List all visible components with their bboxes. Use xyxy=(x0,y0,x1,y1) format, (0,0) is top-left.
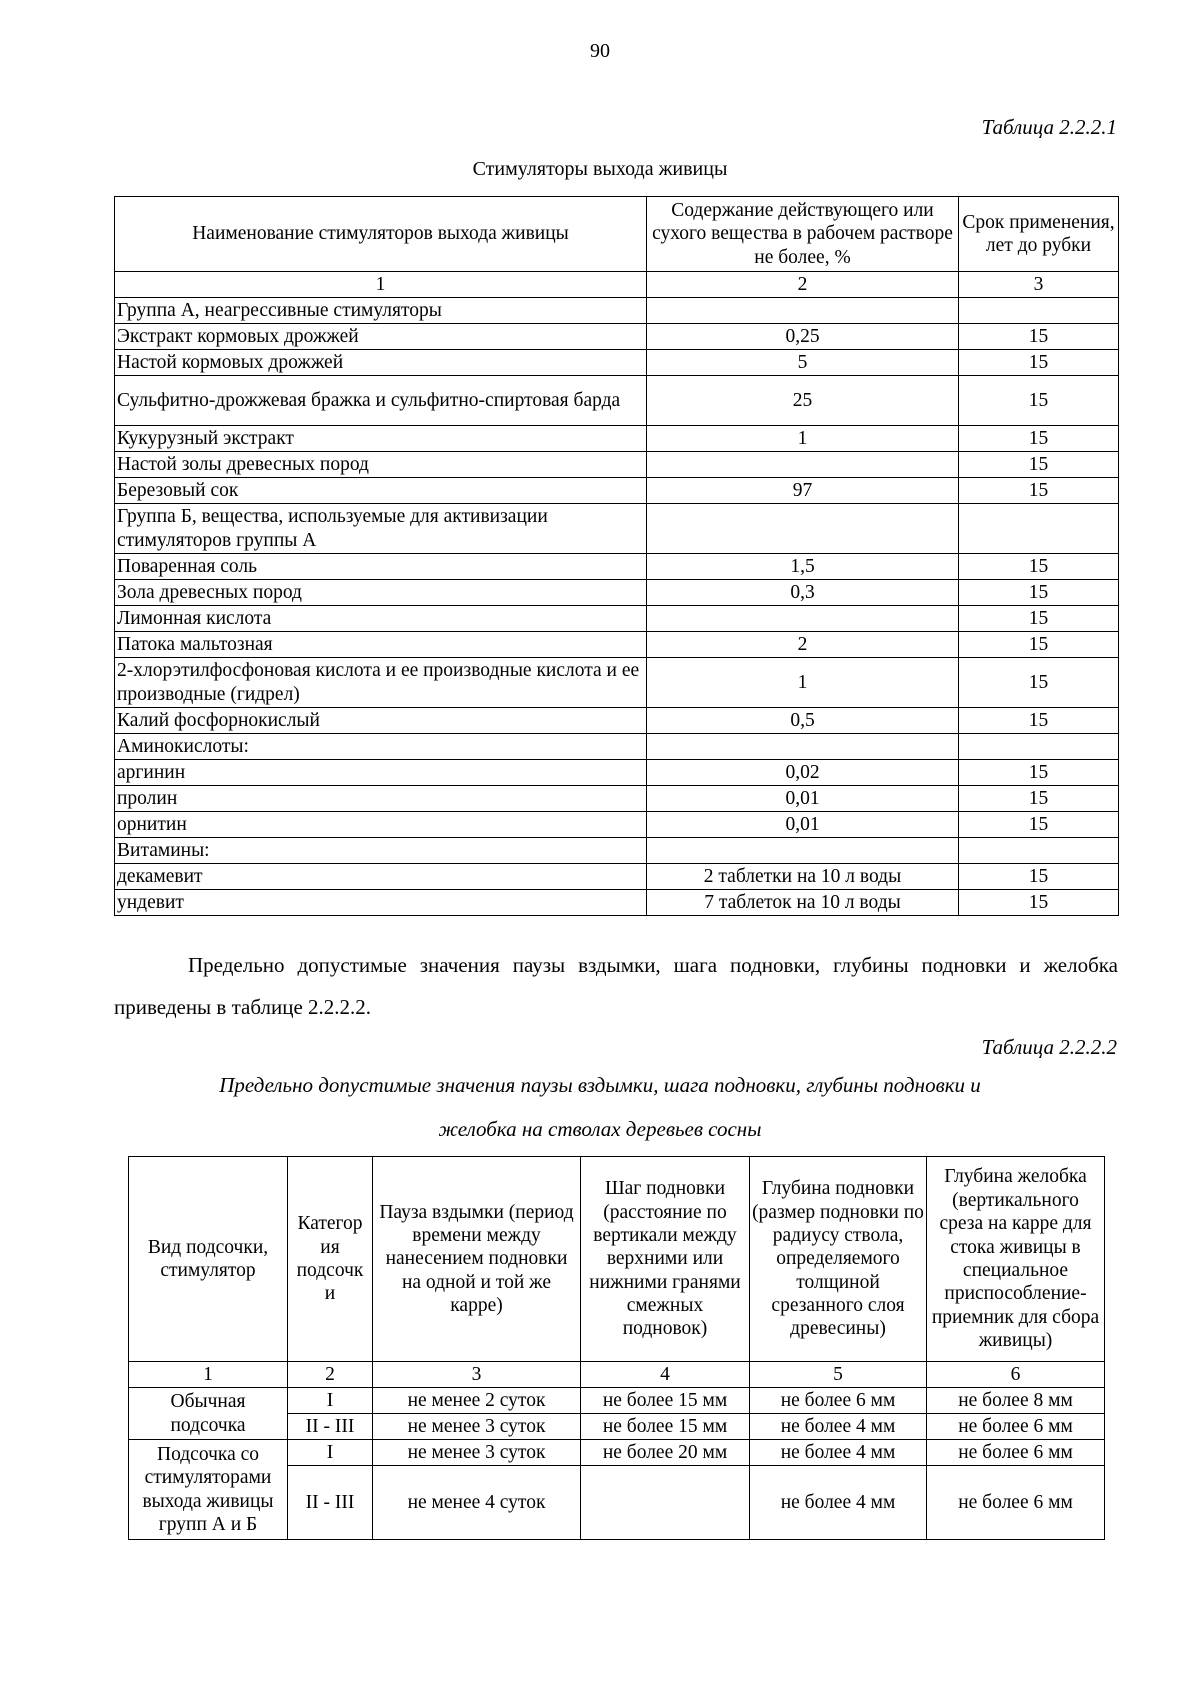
stimulator-name: Лимонная кислота xyxy=(115,606,647,632)
body-paragraph xyxy=(114,944,1118,1028)
table-row xyxy=(115,632,1119,658)
header-cell: Содержание действующего или сухого вещества в рабочем растворе не более, % xyxy=(647,197,959,272)
table-row xyxy=(115,554,1119,580)
term-value xyxy=(959,838,1119,864)
table-row xyxy=(115,658,1119,708)
stimulator-name: Аминокислоты: xyxy=(115,734,647,760)
stimulator-name: пролин xyxy=(115,786,647,812)
table-row xyxy=(115,734,1119,760)
table-row xyxy=(115,760,1119,786)
content-value: 0,5 xyxy=(647,708,959,734)
header-cell: Наименование стимуляторов выхода живицы xyxy=(115,197,647,272)
term-value: 15 xyxy=(959,658,1119,708)
content-value: 0,02 xyxy=(647,760,959,786)
column-number: 3 xyxy=(373,1362,581,1388)
column-number: 6 xyxy=(927,1362,1105,1388)
term-value: 15 xyxy=(959,478,1119,504)
content-value xyxy=(647,734,959,760)
step-cell: не более 20 мм xyxy=(581,1440,750,1466)
step-cell xyxy=(581,1466,750,1540)
stimulator-name: Настой золы древесных пород xyxy=(115,452,647,478)
column-number: 2 xyxy=(647,272,959,298)
category-cell: I xyxy=(288,1440,373,1466)
content-value: 0,25 xyxy=(647,324,959,350)
content-value: 1,5 xyxy=(647,554,959,580)
table-row xyxy=(115,890,1119,916)
table-row xyxy=(115,708,1119,734)
stimulator-name: декамевит xyxy=(115,864,647,890)
category-cell: I xyxy=(288,1388,373,1414)
content-value: 0,3 xyxy=(647,580,959,606)
stimulator-name: Витамины: xyxy=(115,838,647,864)
stimulators-table xyxy=(114,196,1119,916)
term-value: 15 xyxy=(959,864,1119,890)
table-row xyxy=(115,838,1119,864)
paragraph-text: Предельно допустимые значения паузы вздымки, шага подновки, глубины подновки и желобка приведены в таблице 2.2.2.2. xyxy=(114,953,1118,1019)
term-value xyxy=(959,298,1119,324)
table-row xyxy=(129,1388,1105,1414)
pause-cell: не менее 3 суток xyxy=(373,1414,581,1440)
table-row xyxy=(115,812,1119,838)
table-row xyxy=(115,452,1119,478)
table-2-number: Таблица 2.2.2.2 xyxy=(981,1035,1117,1059)
term-value: 15 xyxy=(959,812,1119,838)
stimulator-name: Поваренная соль xyxy=(115,554,647,580)
column-number: 3 xyxy=(959,272,1119,298)
table-2-caption-line-1: Предельно допустимые значения паузы вздымки, шага подновки, глубины подновки и xyxy=(219,1073,981,1097)
page-number: 90 xyxy=(590,40,610,62)
header-cell: Вид подсочки, стимулятор xyxy=(129,1157,288,1362)
term-value: 15 xyxy=(959,708,1119,734)
table-row xyxy=(115,580,1119,606)
table-2-caption-line-2: желобка на стволах деревьев сосны xyxy=(438,1117,762,1141)
table-row xyxy=(115,298,1119,324)
groove-cell: не более 6 мм xyxy=(927,1414,1105,1440)
term-value: 15 xyxy=(959,606,1119,632)
table-row xyxy=(115,376,1119,426)
depth-cell: не более 6 мм xyxy=(750,1388,927,1414)
column-number: 2 xyxy=(288,1362,373,1388)
groove-cell: не более 8 мм xyxy=(927,1388,1105,1414)
table-1-caption: Стимуляторы выхода живицы xyxy=(472,158,728,180)
stimulator-name: Кукурузный экстракт xyxy=(115,426,647,452)
term-value: 15 xyxy=(959,324,1119,350)
table-row xyxy=(115,324,1119,350)
term-value: 15 xyxy=(959,554,1119,580)
header-cell: Глубина желобка (вертикального среза на карре для стока живицы в специальное приспособление-приемник для сбора живицы) xyxy=(927,1157,1105,1362)
content-value: 0,01 xyxy=(647,786,959,812)
stimulator-name: Калий фосфорнокислый xyxy=(115,708,647,734)
content-value: 7 таблеток на 10 л воды xyxy=(647,890,959,916)
content-value: 5 xyxy=(647,350,959,376)
column-number: 1 xyxy=(115,272,647,298)
step-cell: не более 15 мм xyxy=(581,1414,750,1440)
table-row xyxy=(115,786,1119,812)
stimulator-name: Патока мальтозная xyxy=(115,632,647,658)
table-1-number: Таблица 2.2.2.1 xyxy=(981,115,1117,139)
table-row xyxy=(115,504,1119,554)
term-value xyxy=(959,734,1119,760)
stimulator-name: Березовый сок xyxy=(115,478,647,504)
table-row xyxy=(115,478,1119,504)
table-header-row xyxy=(129,1157,1105,1362)
content-value xyxy=(647,452,959,478)
table-row xyxy=(115,864,1119,890)
term-value: 15 xyxy=(959,350,1119,376)
header-cell: Категор ия подсочк и xyxy=(288,1157,373,1362)
column-number: 4 xyxy=(581,1362,750,1388)
term-value xyxy=(959,504,1119,554)
term-value: 15 xyxy=(959,760,1119,786)
column-number-row xyxy=(115,272,1119,298)
content-value: 2 таблетки на 10 л воды xyxy=(647,864,959,890)
content-value: 97 xyxy=(647,478,959,504)
column-number: 5 xyxy=(750,1362,927,1388)
tapping-type: Подсочка со стимуляторами выхода живицы групп А и Б xyxy=(129,1440,288,1540)
header-cell: Глубина подновки (размер подновки по радиусу ствола, определяемого толщиной срезанного слоя древесины) xyxy=(750,1157,927,1362)
term-value: 15 xyxy=(959,632,1119,658)
content-value: 0,01 xyxy=(647,812,959,838)
term-value: 15 xyxy=(959,890,1119,916)
stimulator-name: орнитин xyxy=(115,812,647,838)
depth-cell: не более 4 мм xyxy=(750,1440,927,1466)
stimulator-name: Экстракт кормовых дрожжей xyxy=(115,324,647,350)
content-value xyxy=(647,298,959,324)
table-row xyxy=(115,426,1119,452)
content-value xyxy=(647,504,959,554)
table-row xyxy=(129,1440,1105,1466)
header-cell: Срок применения, лет до рубки xyxy=(959,197,1119,272)
table-header-row xyxy=(115,197,1119,272)
stimulator-name: ундевит xyxy=(115,890,647,916)
stimulator-name: аргинин xyxy=(115,760,647,786)
content-value xyxy=(647,606,959,632)
column-number: 1 xyxy=(129,1362,288,1388)
pause-cell: не менее 3 суток xyxy=(373,1440,581,1466)
content-value: 2 xyxy=(647,632,959,658)
stimulator-name: 2-хлорэтилфосфоновая кислота и ее производные кислота и ее производные (гидрел) xyxy=(115,658,647,708)
column-number-row xyxy=(129,1362,1105,1388)
pause-cell: не менее 2 суток xyxy=(373,1388,581,1414)
content-value: 1 xyxy=(647,658,959,708)
stimulator-name: Группа Б, вещества, используемые для активизации стимуляторов группы А xyxy=(115,504,647,554)
content-value xyxy=(647,838,959,864)
step-cell: не более 15 мм xyxy=(581,1388,750,1414)
groove-cell: не более 6 мм xyxy=(927,1440,1105,1466)
term-value: 15 xyxy=(959,786,1119,812)
term-value: 15 xyxy=(959,426,1119,452)
category-cell: II - III xyxy=(288,1414,373,1440)
stimulator-name: Настой кормовых дрожжей xyxy=(115,350,647,376)
content-value: 25 xyxy=(647,376,959,426)
term-value: 15 xyxy=(959,452,1119,478)
table-row xyxy=(115,606,1119,632)
header-cell: Шаг подновки (расстояние по вертикали между верхними или нижними гранями смежных подновок) xyxy=(581,1157,750,1362)
depth-cell: не более 4 мм xyxy=(750,1414,927,1440)
term-value: 15 xyxy=(959,376,1119,426)
header-cell: Пауза вздымки (период времени между нанесением подновки на одной и той же карре) xyxy=(373,1157,581,1362)
pause-cell: не менее 4 суток xyxy=(373,1466,581,1540)
content-value: 1 xyxy=(647,426,959,452)
tapping-type: Обычная подсочка xyxy=(129,1388,288,1440)
stimulator-name: Зола древесных пород xyxy=(115,580,647,606)
category-cell: II - III xyxy=(288,1466,373,1540)
stimulator-name: Сульфитно-дрожжевая бражка и сульфитно-спиртовая барда xyxy=(115,376,647,426)
table-row xyxy=(115,350,1119,376)
term-value: 15 xyxy=(959,580,1119,606)
depth-cell: не более 4 мм xyxy=(750,1466,927,1540)
tapping-limits-table xyxy=(128,1156,1105,1540)
groove-cell: не более 6 мм xyxy=(927,1466,1105,1540)
stimulator-name: Группа А, неагрессивные стимуляторы xyxy=(115,298,647,324)
